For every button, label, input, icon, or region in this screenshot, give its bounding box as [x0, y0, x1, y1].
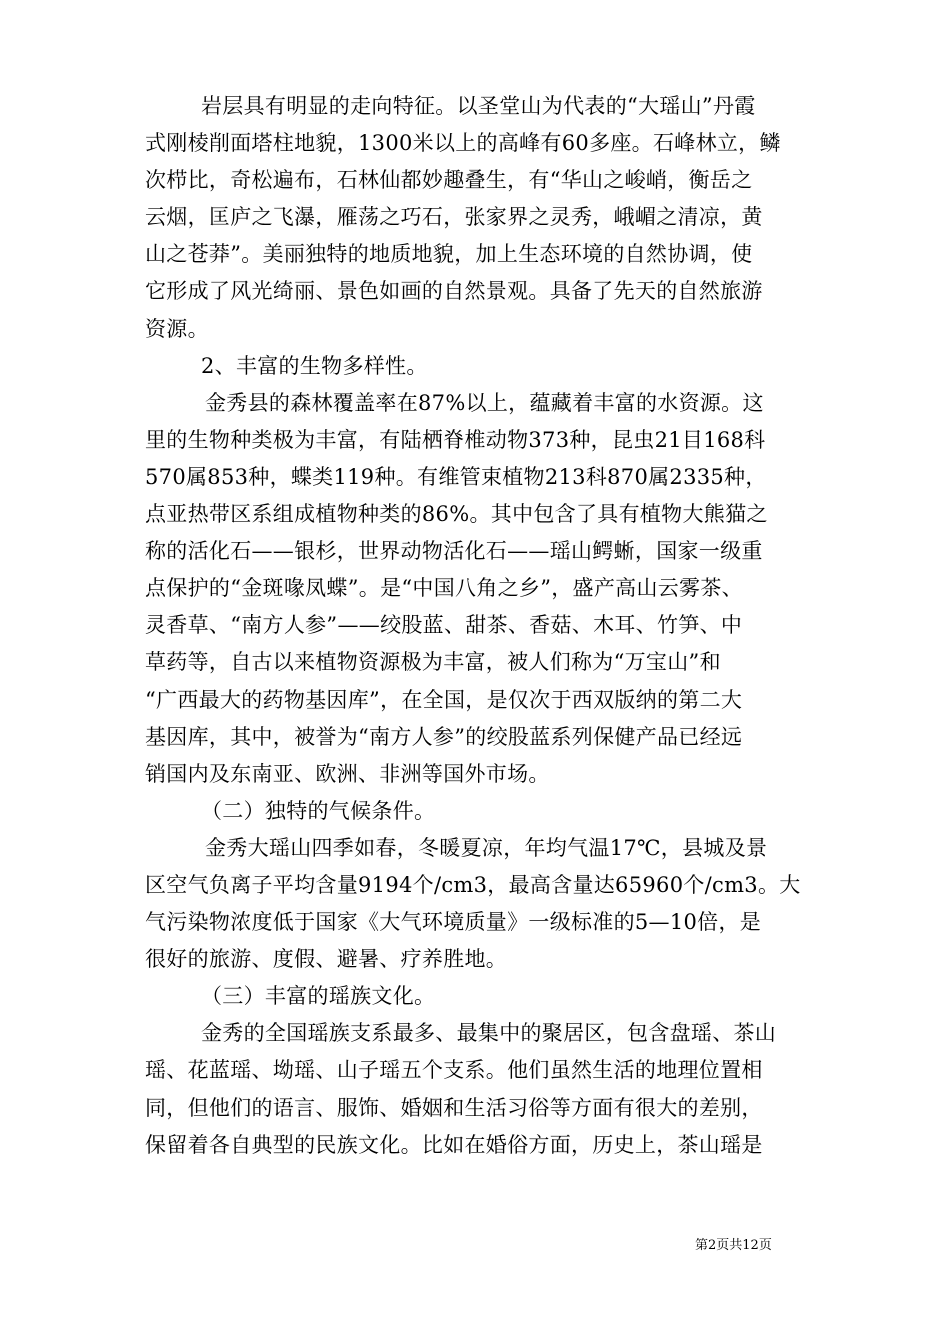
text-line: 次栉比，奇松遍布，石林仙都妙趣叠生，有“华山之峻峭，衡岳之	[145, 168, 753, 193]
text-line: 点保护的“金斑喙凤蝶”。是“中国八角之乡”，盛产高山云雾茶、	[145, 576, 743, 601]
text-line: 称的活化石——银杉，世界动物活化石——瑶山鳄蜥，国家一级重	[145, 539, 763, 564]
text-line: 基因库，其中，被誉为“南方人参”的绞股蓝系列保健产品已经远	[145, 724, 743, 749]
body-text	[145, 88, 817, 1164]
text-line: 里的生物种类极为丰富，有陆栖脊椎动物373种，昆虫21目168科	[145, 427, 766, 452]
text-line: 同，但他们的语言、服饰、婚姻和生活习俗等方面有很大的差别，	[145, 1095, 763, 1120]
text-line: 很好的旅游、度假、避暑、疗养胜地。	[145, 947, 508, 972]
text-line: 金秀大瑶山四季如春，冬暖夏凉，年均气温17℃，县城及景	[205, 835, 768, 860]
text-line: 灵香草、“南方人参”——绞股蓝、甜茶、香菇、木耳、竹笋、中	[145, 613, 743, 638]
text-line: 草药等，自古以来植物资源极为丰富，被人们称为“万宝山”和	[145, 650, 721, 675]
text-line: 瑶、花蓝瑶、坳瑶、山子瑶五个支系。他们虽然生活的地理位置相	[145, 1058, 763, 1083]
text-line: 气污染物浓度低于国家《大气环境质量》一级标准的5—10倍，是	[145, 910, 762, 935]
text-line: （三）丰富的瑶族文化。	[201, 984, 436, 1009]
text-line: （二）独特的气候条件。	[201, 798, 436, 823]
text-line: 570属853种，蝶类119种。有维管束植物213科870属2335种，	[145, 464, 767, 489]
text-line: 销国内及东南亚、欧洲、非洲等国外市场。	[145, 761, 550, 786]
text-line: 式刚棱削面塔柱地貌，1300米以上的高峰有60多座。石峰林立，鳞	[145, 131, 781, 156]
page-number-footer: 第2页共12页	[695, 1238, 772, 1253]
text-line: 它形成了风光绮丽、景色如画的自然景观。具备了先天的自然旅游	[145, 279, 763, 304]
text-line: 云烟，匡庐之飞瀑，雁荡之巧石，张家界之灵秀，峨嵋之清凉，黄	[145, 205, 763, 230]
text-line: 点亚热带区系组成植物种类的86%。其中包含了具有植物大熊猫之	[145, 502, 768, 527]
text-line: 岩层具有明显的走向特征。以圣堂山为代表的“大瑶山”丹霞	[201, 94, 756, 118]
text-line: 金秀县的森林覆盖率在87%以上，蕴藏着丰富的水资源。这	[205, 390, 764, 415]
text-line: 山之苍莽”。美丽独特的地质地貌，加上生态环境的自然协调，使	[145, 242, 753, 267]
text-line: 金秀的全国瑶族支系最多、最集中的聚居区，包含盘瑶、茶山	[201, 1021, 777, 1046]
text-line: 区空气负离子平均含量9194个/cm3，最高含量达65960个/cm3。大	[145, 872, 801, 897]
text-line: 资源。	[145, 316, 209, 341]
text-line: 保留着各自典型的民族文化。比如在婚俗方面，历史上，茶山瑶是	[145, 1132, 763, 1157]
text-line: “广西最大的药物基因库”，在全国，是仅次于西双版纳的第二大	[145, 687, 743, 712]
text-line: 2、丰富的生物多样性。	[201, 353, 428, 378]
